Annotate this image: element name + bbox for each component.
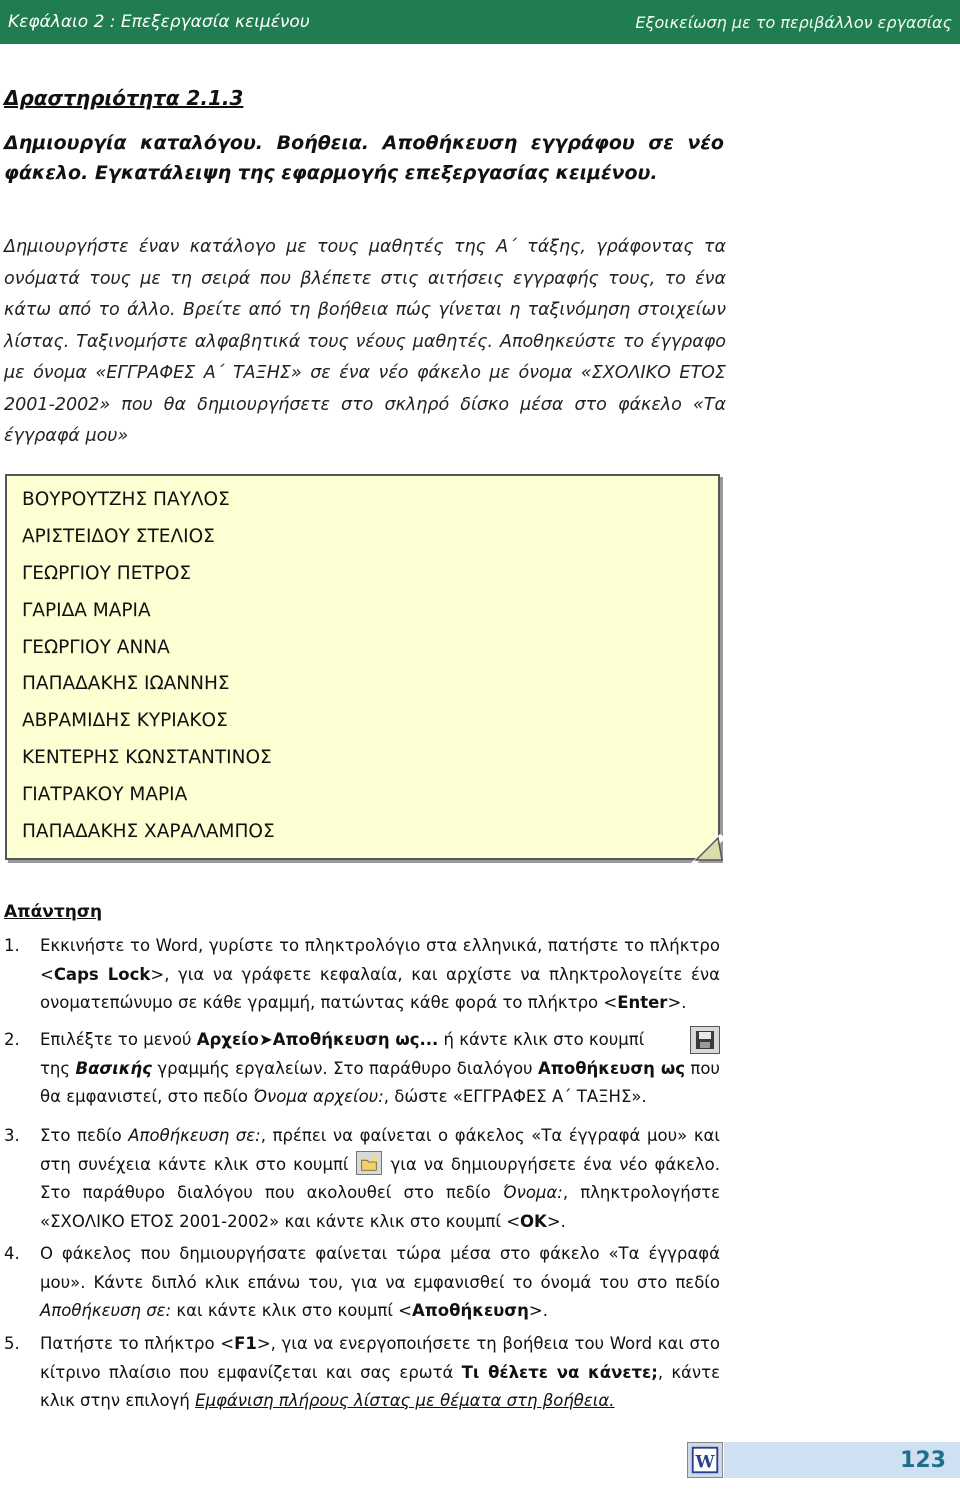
- step-text: Εκκινήστε το Word, γυρίστε το πληκτρολόγιο στα ελληνικά, πατήστε το πλήκτρο <Caps Lock>, για να γράφετε κεφαλαία, και αρχίστε να πληκτρολογείτε ένα ονοματεπώνυμο σε κάθε γραμμή, πατώντας κάθε φορά το πλήκτρο <Enter>.: [40, 936, 720, 1012]
- step-number: 3.: [4, 1126, 20, 1145]
- list-item: ΓΙΑΤΡΑΚΟΥ ΜΑΡΙΑ: [22, 784, 188, 806]
- step-number: 4.: [4, 1244, 20, 1263]
- answer-title: Απάντηση: [4, 902, 103, 922]
- list-item: ΓΑΡΙΔΑ ΜΑΡΙΑ: [22, 599, 151, 621]
- activity-subtitle: Δημιουργία καταλόγου. Βοήθεια. Αποθήκευση εγγράφου σε νέο φάκελο. Εγκατάλειψη της εφαρμογής επεξεργασίας κειμένου.: [4, 132, 724, 184]
- step-text: Στο πεδίο Αποθήκευση σε:, πρέπει να φαίνεται ο φάκελος «Τα έγγραφά μου» και στη συνέχεια κάντε κλικ στο κουμπί για να δημιουργήσετε ένα νέο φάκελο. Στο παράθυρο διαλόγου που ακολουθεί στο πεδίο Όνομα:, πληκτρολογήστε «ΣΧΟΛΙΚΟ ΕΤΟΣ 2001-2002» και κάντε κλικ στο κουμπί <ΟΚ>.: [40, 1126, 721, 1231]
- list-item: ΒΟΥΡΟΥΤΖΗΣ ΠΑΥΛΟΣ: [22, 489, 230, 510]
- activity-task: Δημιουργήστε έναν κατάλογο με τους μαθητές της Α΄ τάξης, γράφοντας τα ονόματά τους με τη σειρά που βλέπετε στις αιτήσεις εγγραφής τους, το ένα κάτω από το άλλο. Βρείτε από τη βοήθεια πώς γίνεται η ταξινόμηση στοιχείων λίστας. Ταξινομήστε αλφαβητικά τους νέους μαθητές. Αποθηκεύστε το έγγραφο με όνομα «ΕΓΓΡΑΦΕΣ Α΄ ΤΑΞΗΣ» σε ένα νέο φάκελο με όνομα «ΣΧΟΛΙΚΟ ΕΤΟΣ 2001-2002» που θα δημιουργήσετε στο σκληρό δίσκο μέσα στο φάκελο «Τα έγγραφά μου»: [4, 237, 726, 446]
- page-number-box: [724, 1442, 960, 1478]
- page-fold-icon: [690, 834, 726, 864]
- student-names-list: [22, 482, 275, 851]
- student-list-note: [5, 474, 720, 860]
- step-text: Πατήστε το πλήκτρο <F1>, για να ενεργοποιήσετε τη βοήθεια του Word και στο κίτρινο πλαίσιο που εμφανίζεται και σας ερωτά Τι θέλετε να κάνετε;, κάντε κλικ στην επιλογή Εμφάνιση πλήρους λίστας με θέματα στη βοήθεια.: [40, 1334, 720, 1410]
- page-header: [0, 0, 960, 44]
- list-item: ΠΑΠΑΔΑΚΗΣ ΧΑΡΑΛΑΜΠΟΣ: [22, 821, 275, 843]
- step-number: 2.: [4, 1030, 20, 1049]
- activity-title: Δραστηριότητα 2.1.3: [4, 86, 244, 110]
- step-text: Ο φάκελος που δημιουργήσατε φαίνεται τώρα μέσα στο φάκελο «Τα έγγραφά μου». Κάντε διπλό κλικ επάνω του, για να εμφανισθεί το όνομά του στο πεδίο Αποθήκευση σε: και κάντε κλικ στο κουμπί <Αποθήκευση>.: [40, 1244, 720, 1320]
- page-number: 123: [900, 1447, 946, 1473]
- word-icon: [687, 1442, 723, 1478]
- save-icon[interactable]: [690, 1026, 720, 1054]
- chapter-title: Κεφάλαιο 2 : Επεξεργασία κειμένου: [8, 12, 310, 32]
- step-text: Επιλέξτε το μενού Αρχείο➤Αποθήκευση ως... ή κάντε κλικ στο κουμπί της Βασικής γραμμής εργαλείων. Στο παράθυρο διαλόγου Αποθήκευση ως που θα εμφανιστεί, στο πεδίο Όνομα αρχείου:, δώστε «ΕΓΓΡΑΦΕΣ Α΄ ΤΑΞΗΣ».: [40, 1030, 720, 1106]
- list-item: ΠΑΠΑΔΑΚΗΣ ΙΩΑΝΝΗΣ: [22, 673, 230, 695]
- svg-text:W: W: [695, 1452, 715, 1473]
- list-item: ΓΕΩΡΓΙΟΥ ΠΕΤΡΟΣ: [22, 562, 192, 584]
- new-folder-icon[interactable]: [356, 1151, 382, 1175]
- list-item: ΚΕΝΤΕΡΗΣ ΚΩΝΣΤΑΝΤΙΝΟΣ: [22, 747, 272, 769]
- section-title: Εξοικείωση με το περιβάλλον εργασίας: [635, 12, 952, 32]
- step-number: 1.: [4, 936, 20, 955]
- help-topics-link[interactable]: Εμφάνιση πλήρους λίστας με θέματα στη βοήθεια.: [195, 1391, 615, 1410]
- list-item: ΑΡΙΣΤΕΙΔΟΥ ΣΤΕΛΙΟΣ: [22, 525, 215, 547]
- list-item: ΓΕΩΡΓΙΟΥ ΑΝΝΑ: [22, 636, 170, 658]
- list-item: ΑΒΡΑΜΙΔΗΣ ΚΥΡΙΑΚΟΣ: [22, 710, 228, 732]
- step-number: 5.: [4, 1334, 20, 1353]
